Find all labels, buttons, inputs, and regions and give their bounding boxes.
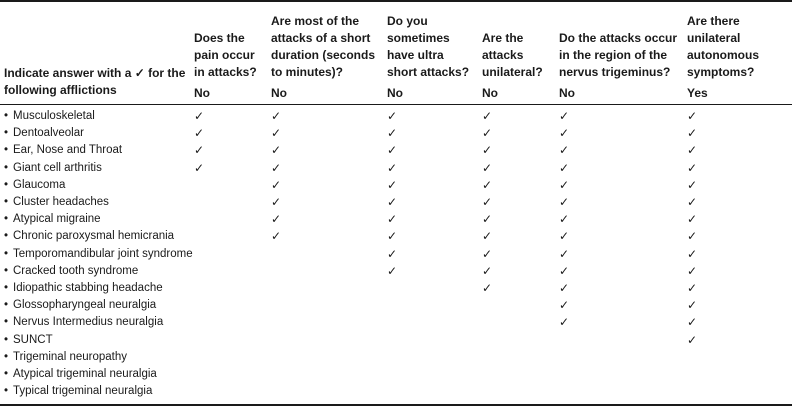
table-row bbox=[0, 228, 792, 245]
check-mark-icon: ✓ bbox=[387, 126, 398, 141]
table-top-rule bbox=[0, 0, 792, 2]
column-question-text: Are most of the attacks of a short duration (seconds to minutes)? bbox=[271, 14, 376, 79]
check-mark-icon: ✓ bbox=[559, 246, 570, 261]
column-question bbox=[271, 9, 381, 81]
check-mark-icon: ✓ bbox=[687, 143, 698, 158]
table-row bbox=[0, 314, 792, 331]
affliction-name: Nervus Intermedius neuralgia bbox=[13, 316, 164, 329]
affliction-name: Cluster headaches bbox=[13, 196, 109, 208]
check-mark-icon: ✓ bbox=[687, 160, 698, 175]
check-mark-icon: ✓ bbox=[194, 143, 205, 158]
corner-label: Indicate answer with a ✓ for the following afflictions bbox=[4, 66, 186, 97]
table-row bbox=[0, 142, 792, 159]
check-mark-icon: ✓ bbox=[271, 229, 282, 244]
check-mark-icon: ✓ bbox=[271, 212, 282, 227]
column-header-1 bbox=[194, 9, 266, 102]
affliction-name: Trigeminal neuropathy bbox=[13, 350, 127, 363]
affliction-name: SUNCT bbox=[13, 333, 53, 346]
column-question bbox=[482, 9, 554, 81]
affliction-label bbox=[4, 160, 102, 177]
check-mark-icon: ✓ bbox=[559, 195, 570, 209]
check-mark-icon: ✓ bbox=[559, 126, 570, 141]
check-mark-icon: ✓ bbox=[271, 160, 282, 175]
check-mark-icon: ✓ bbox=[559, 143, 570, 158]
check-mark-icon: ✓ bbox=[559, 315, 570, 330]
check-mark-icon: ✓ bbox=[482, 229, 493, 244]
affliction-label bbox=[4, 108, 95, 125]
table-row bbox=[0, 108, 792, 125]
column-question-text: Do the attacks occur in the region of the nervus trigeminus? bbox=[559, 31, 678, 79]
check-mark-icon: ✓ bbox=[387, 109, 398, 123]
check-mark-icon: ✓ bbox=[387, 246, 398, 261]
table-row bbox=[0, 263, 792, 280]
affliction-name: Idiopathic stabbing headache bbox=[13, 282, 163, 294]
bullet-icon: • bbox=[4, 368, 9, 380]
check-mark-icon: ✓ bbox=[387, 212, 398, 227]
table-row bbox=[0, 280, 792, 297]
column-header-3 bbox=[387, 9, 477, 102]
bullet-icon: • bbox=[4, 282, 9, 294]
bullet-icon: • bbox=[4, 350, 9, 363]
table-row bbox=[0, 246, 792, 263]
affliction-label bbox=[4, 349, 127, 366]
check-mark-icon: ✓ bbox=[559, 177, 570, 192]
check-mark-icon: ✓ bbox=[482, 160, 493, 175]
affliction-name: Glossopharyngeal neuralgia bbox=[13, 299, 157, 312]
column-question bbox=[387, 9, 477, 81]
check-mark-icon: ✓ bbox=[687, 246, 698, 261]
column-answer: No bbox=[482, 86, 498, 100]
affliction-name: Glaucoma bbox=[13, 178, 66, 191]
check-mark-icon: ✓ bbox=[687, 263, 698, 278]
bullet-icon: • bbox=[4, 161, 9, 174]
affliction-label bbox=[4, 125, 84, 142]
affliction-label bbox=[4, 142, 122, 159]
check-mark-icon: ✓ bbox=[687, 281, 698, 295]
check-mark-icon: ✓ bbox=[271, 109, 282, 123]
affliction-name: Giant cell arthritis bbox=[13, 161, 102, 174]
check-mark-icon: ✓ bbox=[387, 143, 398, 158]
check-mark-icon: ✓ bbox=[687, 212, 698, 227]
bullet-icon: • bbox=[4, 385, 9, 398]
table-row bbox=[0, 160, 792, 177]
bullet-icon: • bbox=[4, 196, 9, 208]
column-header-2 bbox=[271, 9, 381, 102]
check-mark-icon: ✓ bbox=[687, 315, 698, 330]
affliction-name: Ear, Nose and Throat bbox=[13, 144, 123, 157]
check-mark-icon: ✓ bbox=[482, 109, 493, 123]
check-mark-icon: ✓ bbox=[687, 332, 698, 347]
affliction-name: Atypical migraine bbox=[13, 213, 101, 226]
affliction-label bbox=[4, 177, 65, 194]
table-row bbox=[0, 211, 792, 228]
check-mark-icon: ✓ bbox=[387, 263, 398, 278]
affliction-name: Typical trigeminal neuralgia bbox=[13, 385, 153, 398]
check-mark-icon: ✓ bbox=[482, 126, 493, 141]
affliction-name: Chronic paroxysmal hemicrania bbox=[13, 230, 175, 243]
check-mark-icon: ✓ bbox=[559, 229, 570, 244]
check-mark-icon: ✓ bbox=[271, 143, 282, 158]
check-mark-icon: ✓ bbox=[387, 229, 398, 244]
check-mark-icon: ✓ bbox=[387, 195, 398, 209]
column-question-text: Are the attacks unilateral? bbox=[482, 31, 543, 79]
affliction-label bbox=[4, 366, 157, 383]
bullet-icon: • bbox=[4, 178, 9, 191]
affliction-label bbox=[4, 194, 109, 211]
table-bottom-rule bbox=[0, 404, 792, 406]
column-answer: No bbox=[194, 86, 210, 100]
check-mark-icon: ✓ bbox=[687, 126, 698, 141]
column-question bbox=[194, 9, 266, 81]
check-mark-icon: ✓ bbox=[387, 177, 398, 192]
check-mark-icon: ✓ bbox=[687, 177, 698, 192]
bullet-icon: • bbox=[4, 264, 9, 277]
check-mark-icon: ✓ bbox=[194, 126, 205, 141]
column-header-4 bbox=[482, 9, 554, 102]
bullet-icon: • bbox=[4, 127, 9, 140]
check-mark-icon: ✓ bbox=[482, 246, 493, 261]
affliction-name: Dentoalveolar bbox=[13, 127, 84, 140]
check-mark-icon: ✓ bbox=[482, 263, 493, 278]
bullet-icon: • bbox=[4, 230, 9, 243]
check-mark-icon: ✓ bbox=[559, 160, 570, 175]
check-mark-icon: ✓ bbox=[687, 229, 698, 244]
bullet-icon: • bbox=[4, 333, 9, 346]
table-row bbox=[0, 177, 792, 194]
affliction-label bbox=[4, 246, 193, 263]
affliction-label bbox=[4, 383, 152, 400]
affliction-name: Musculoskeletal bbox=[13, 110, 95, 122]
check-mark-icon: ✓ bbox=[387, 160, 398, 175]
column-question bbox=[559, 9, 683, 81]
column-answer: Yes bbox=[687, 86, 708, 100]
table-row bbox=[0, 125, 792, 142]
column-answer: No bbox=[271, 86, 287, 100]
check-mark-icon: ✓ bbox=[482, 143, 493, 158]
affliction-name: Atypical trigeminal neuralgia bbox=[13, 368, 157, 380]
affliction-label bbox=[4, 211, 101, 228]
check-mark-icon: ✓ bbox=[687, 195, 698, 209]
check-mark-icon: ✓ bbox=[271, 126, 282, 141]
affliction-label bbox=[4, 263, 138, 280]
column-question-text: Are there unilateral autonomous symptoms? bbox=[687, 14, 759, 79]
bullet-icon: • bbox=[4, 144, 9, 157]
affliction-label bbox=[4, 228, 174, 245]
column-answer: No bbox=[559, 86, 575, 100]
check-mark-icon: ✓ bbox=[271, 177, 282, 192]
affliction-name: Temporomandibular joint syndrome bbox=[13, 247, 193, 260]
check-mark-icon: ✓ bbox=[687, 298, 698, 313]
column-answer: No bbox=[387, 86, 403, 100]
affliction-label bbox=[4, 314, 163, 331]
affliction-label bbox=[4, 297, 156, 314]
check-mark-icon: ✓ bbox=[271, 195, 282, 209]
bullet-icon: • bbox=[4, 110, 9, 122]
column-header-6 bbox=[687, 9, 787, 102]
table-row bbox=[0, 349, 792, 366]
column-question bbox=[687, 9, 787, 81]
check-mark-icon: ✓ bbox=[559, 212, 570, 227]
check-mark-icon: ✓ bbox=[482, 212, 493, 227]
bullet-icon: • bbox=[4, 299, 9, 312]
column-header-5 bbox=[559, 9, 683, 102]
header-divider-rule bbox=[0, 104, 792, 105]
table-row bbox=[0, 332, 792, 349]
check-mark-icon: ✓ bbox=[559, 109, 570, 123]
affliction-label bbox=[4, 332, 53, 349]
check-mark-icon: ✓ bbox=[194, 109, 205, 123]
check-mark-icon: ✓ bbox=[559, 298, 570, 313]
check-mark-icon: ✓ bbox=[482, 177, 493, 192]
check-mark-icon: ✓ bbox=[559, 263, 570, 278]
check-mark-icon: ✓ bbox=[194, 160, 205, 175]
bullet-icon: • bbox=[4, 213, 9, 226]
affliction-name: Cracked tooth syndrome bbox=[13, 264, 139, 277]
check-mark-icon: ✓ bbox=[482, 195, 493, 209]
table-row bbox=[0, 194, 792, 211]
affliction-label bbox=[4, 280, 163, 297]
column-question-text: Does the pain occur in attacks? bbox=[194, 31, 257, 79]
table-row bbox=[0, 366, 792, 383]
check-mark-icon: ✓ bbox=[482, 281, 493, 295]
check-mark-icon: ✓ bbox=[559, 281, 570, 295]
check-mark-icon: ✓ bbox=[687, 109, 698, 123]
bullet-icon: • bbox=[4, 247, 9, 260]
table-row bbox=[0, 383, 792, 400]
table-row bbox=[0, 297, 792, 314]
bullet-icon: • bbox=[4, 316, 9, 329]
column-question-text: Do you sometimes have ultra short attacks? bbox=[387, 14, 470, 79]
